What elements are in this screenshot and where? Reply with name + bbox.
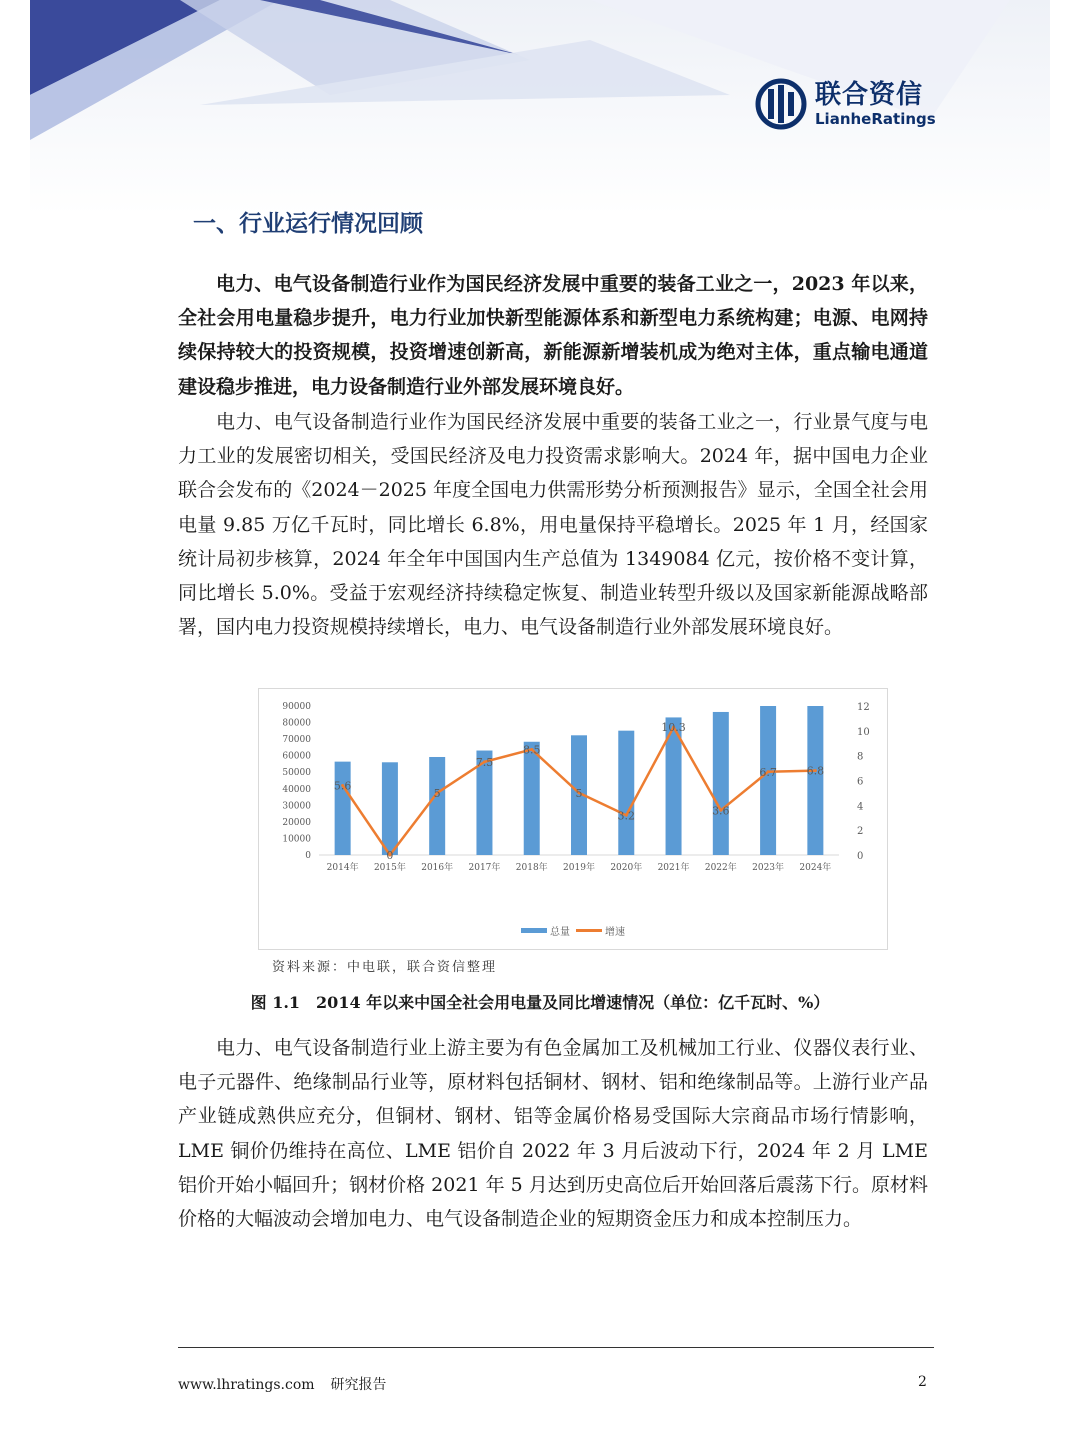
x-tick-label: 2018年	[515, 863, 548, 873]
data-label-growth: 0	[386, 849, 394, 862]
data-label-growth: 10.3	[661, 721, 686, 735]
brand-name-cn: 联合资信	[815, 80, 924, 110]
bar-total	[760, 706, 776, 855]
figure-source: 资料来源：中电联，联合资信整理	[272, 960, 498, 975]
y-left-tick-label: 20000	[282, 817, 311, 828]
data-label-growth: 8.5	[522, 743, 541, 757]
y-right-tick-label: 4	[857, 801, 864, 813]
brand-logo	[755, 78, 936, 130]
legend-label-total: 总量	[550, 927, 570, 938]
x-tick-label: 2016年	[421, 863, 454, 873]
legend-line-swatch	[576, 929, 602, 932]
y-left-tick-label: 0	[305, 851, 311, 861]
bar-total	[807, 706, 823, 855]
legend-label-growth: 增速	[605, 927, 625, 938]
lianhe-logo-mark-icon	[755, 78, 807, 130]
y-left-tick-label: 30000	[282, 801, 311, 812]
data-label-growth: 5	[575, 786, 583, 800]
chart-legend	[259, 923, 887, 938]
data-label-growth: 7.5	[475, 755, 494, 769]
y-left-tick-label: 60000	[282, 751, 311, 762]
data-label-growth: 6.8	[806, 764, 825, 778]
electricity-consumption-chart	[258, 688, 888, 950]
x-tick-label: 2024年	[799, 863, 832, 873]
footer-info	[178, 1374, 387, 1394]
x-tick-label: 2019年	[563, 863, 595, 873]
bar-total	[618, 731, 634, 855]
y-right-tick-label: 8	[857, 751, 864, 763]
y-left-tick-label: 10000	[282, 834, 311, 845]
y-left-tick-label: 50000	[282, 768, 311, 779]
bar-total	[713, 712, 729, 855]
data-label-growth: 3.2	[617, 809, 636, 823]
x-tick-label: 2014年	[326, 863, 359, 873]
section-title: 一、行业运行情况回顾	[193, 211, 423, 237]
x-tick-label: 2020年	[610, 863, 643, 873]
bar-total	[429, 757, 445, 855]
footer-doc-type: 研究报告	[330, 1377, 387, 1393]
y-left-tick-label: 70000	[282, 735, 311, 746]
y-left-tick-label: 90000	[282, 702, 311, 712]
x-tick-label: 2021年	[657, 863, 690, 873]
x-tick-label: 2017年	[468, 863, 501, 873]
data-label-growth: 3.6	[712, 804, 730, 818]
footer-url: www.lhratings.com	[178, 1377, 315, 1393]
y-right-tick-label: 0	[857, 851, 864, 862]
chart-canvas	[259, 689, 887, 919]
figure-caption: 图 1.1 2014 年以来中国全社会用电量及同比增速情况（单位：亿千瓦时、%）	[250, 993, 830, 1012]
body-paragraph-2: 电力、电气设备制造行业上游主要为有色金属加工及机械加工行业、仪器仪表行业、电子元器件、绝缘制品行业等，原材料包括铜材、钢材、铝和绝缘制品等。上游行业产品产业链成熟供应充分，但铜材、钢材、铝等金属价格易受国际大宗商品市场行情影响，LME 铜价仍维持在高位、LME 铝价自 2022 年 3 月后波动下行，2024 年 2 月 LME 铝价开始小幅回升；钢材价格 2021 年 5 月达到历史高位后开始回落后震荡下行。原材料价格的大幅波动会增加电力、电气设备制造企业的短期资金压力和成本控制压力。	[178, 1037, 928, 1231]
y-right-tick-label: 10	[857, 726, 870, 738]
x-tick-label: 2022年	[704, 863, 737, 873]
footer-divider	[178, 1347, 934, 1348]
page-number: 2	[918, 1374, 927, 1390]
bar-total	[335, 762, 351, 855]
bar-total	[524, 742, 540, 855]
bar-total	[382, 762, 398, 855]
y-right-tick-label: 6	[857, 776, 864, 788]
y-right-tick-label: 2	[857, 826, 864, 838]
legend-bar-swatch	[521, 928, 547, 933]
summary-paragraph: 电力、电气设备制造行业作为国民经济发展中重要的装备工业之一，2023 年以来，全社会用电量稳步提升，电力行业加快新型能源体系和新型电力系统构建；电源、电网持续保持较大的投资规模，投资增速创新高，新能源新增装机成为绝对主体，重点输电通道建设稳步推进，电力设备制造行业外部发展环境良好。	[178, 273, 928, 398]
x-tick-label: 2023年	[752, 863, 785, 873]
body-paragraph-1: 电力、电气设备制造行业作为国民经济发展中重要的装备工业之一，行业景气度与电力工业的发展密切相关，受国民经济及电力投资需求影响大。2024 年，据中国电力企业联合会发布的《2024－2025 年度全国电力供需形势分析预测报告》显示，全国全社会用电量 9.85 万亿千瓦时，同比增长 6.8%，用电量保持平稳增长。2025 年 1 月，经国家统计局初步核算，2024 年全年中国国内生产总值为 1349084 亿元，按价格不变计算，同比增长 5.0%。受益于宏观经济持续稳定恢复、制造业转型升级以及国家新能源战略部署，国内电力投资规模持续增长，电力、电气设备制造行业外部发展环境良好。	[178, 411, 928, 639]
y-left-tick-label: 40000	[282, 784, 311, 795]
x-tick-label: 2015年	[373, 863, 406, 873]
brand-name-en: LianheRatings	[815, 110, 936, 128]
y-left-tick-label: 80000	[282, 718, 311, 729]
data-label-growth: 5	[433, 786, 441, 800]
data-label-growth: 5.6	[333, 779, 352, 793]
data-label-growth: 6.7	[759, 765, 777, 779]
y-right-tick-label: 12	[857, 702, 870, 713]
